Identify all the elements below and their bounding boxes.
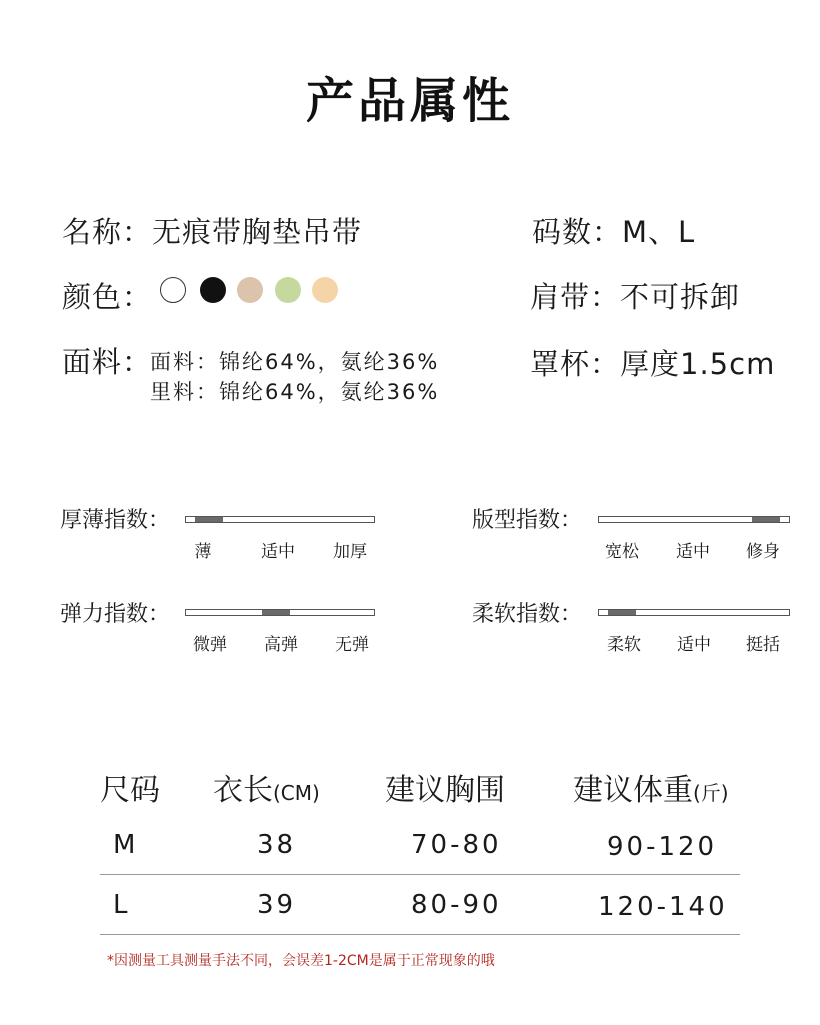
measurement-note: *因测量工具测量手法不同，会误差1-2CM是属于正常现象的哦 bbox=[107, 953, 495, 969]
elasticity-index-label: 弹力指数： bbox=[60, 602, 171, 627]
fit-tick-slim: 修身 bbox=[746, 542, 780, 562]
fabric-row bbox=[62, 340, 152, 381]
table-cell: 70-80 bbox=[411, 830, 502, 860]
header-weight-unit: (斤) bbox=[693, 781, 729, 805]
color-swatch-cream[interactable] bbox=[312, 277, 338, 303]
table-cell: 38 bbox=[257, 830, 297, 860]
name-value: 无痕带胸垫吊带 bbox=[152, 215, 363, 249]
table-cell: 39 bbox=[257, 890, 297, 920]
softness-index-label: 柔软指数： bbox=[472, 602, 583, 627]
table-divider bbox=[100, 934, 740, 935]
table-cell: 80-90 bbox=[411, 890, 502, 920]
color-swatch-white[interactable] bbox=[160, 277, 186, 303]
fit-index-bar bbox=[598, 516, 790, 523]
thickness-index-label: 厚薄指数： bbox=[60, 508, 171, 533]
elasticity-tick-none: 无弹 bbox=[335, 635, 369, 655]
elasticity-index-fill bbox=[262, 610, 290, 615]
cup-row bbox=[530, 342, 775, 383]
fit-tick-medium: 适中 bbox=[676, 542, 710, 562]
table-cell: M bbox=[113, 830, 139, 860]
size-row bbox=[532, 210, 695, 251]
color-row bbox=[62, 275, 152, 316]
thickness-index-fill bbox=[195, 517, 223, 522]
softness-index-bar bbox=[598, 609, 790, 616]
header-weight-label: 建议体重 bbox=[573, 773, 693, 808]
table-cell: 90-120 bbox=[607, 832, 718, 862]
strap-row bbox=[530, 275, 740, 316]
strap-value: 不可拆卸 bbox=[620, 280, 741, 314]
softness-tick-soft: 柔软 bbox=[607, 635, 641, 655]
thickness-tick-thick: 加厚 bbox=[333, 542, 367, 562]
fit-index-fill bbox=[752, 517, 780, 522]
color-swatch-beige[interactable] bbox=[237, 277, 263, 303]
color-swatch-green[interactable] bbox=[275, 277, 301, 303]
color-label: 颜色： bbox=[62, 280, 153, 314]
elasticity-tick-slight: 微弹 bbox=[193, 635, 227, 655]
strap-label: 肩带： bbox=[530, 280, 621, 314]
fabric-label: 面料： bbox=[62, 345, 153, 379]
fit-index-label: 版型指数： bbox=[472, 508, 583, 533]
thickness-index-bar bbox=[185, 516, 375, 523]
name-label: 名称： bbox=[62, 215, 153, 249]
header-length-label: 衣长 bbox=[213, 773, 273, 808]
header-weight bbox=[573, 765, 729, 809]
softness-tick-stiff: 挺括 bbox=[746, 635, 780, 655]
size-label: 码数： bbox=[532, 215, 623, 249]
header-length-unit: (CM) bbox=[273, 781, 320, 805]
elasticity-index-bar bbox=[185, 609, 375, 616]
fabric-inner: 里料：锦纶64%，氨纶36% bbox=[150, 380, 440, 404]
page-title: 产品属性 bbox=[305, 73, 514, 129]
softness-index-fill bbox=[608, 610, 636, 615]
thickness-tick-thin: 薄 bbox=[194, 542, 212, 562]
fit-tick-loose: 宽松 bbox=[605, 542, 639, 562]
header-size: 尺码 bbox=[100, 773, 160, 808]
fabric-outer: 面料：锦纶64%，氨纶36% bbox=[150, 350, 440, 374]
color-swatch-black[interactable] bbox=[200, 277, 226, 303]
table-cell: 120-140 bbox=[598, 892, 728, 922]
table-divider bbox=[100, 874, 740, 875]
size-value: M、L bbox=[622, 215, 696, 249]
cup-label: 罩杯： bbox=[530, 347, 621, 381]
softness-tick-medium: 适中 bbox=[677, 635, 711, 655]
cup-value: 厚度1.5cm bbox=[620, 347, 776, 381]
header-bust: 建议胸围 bbox=[385, 773, 505, 808]
thickness-tick-medium: 适中 bbox=[261, 542, 295, 562]
name-row bbox=[62, 210, 362, 251]
elasticity-tick-high: 高弹 bbox=[264, 635, 298, 655]
header-length bbox=[213, 765, 320, 809]
table-cell: L bbox=[113, 890, 131, 920]
